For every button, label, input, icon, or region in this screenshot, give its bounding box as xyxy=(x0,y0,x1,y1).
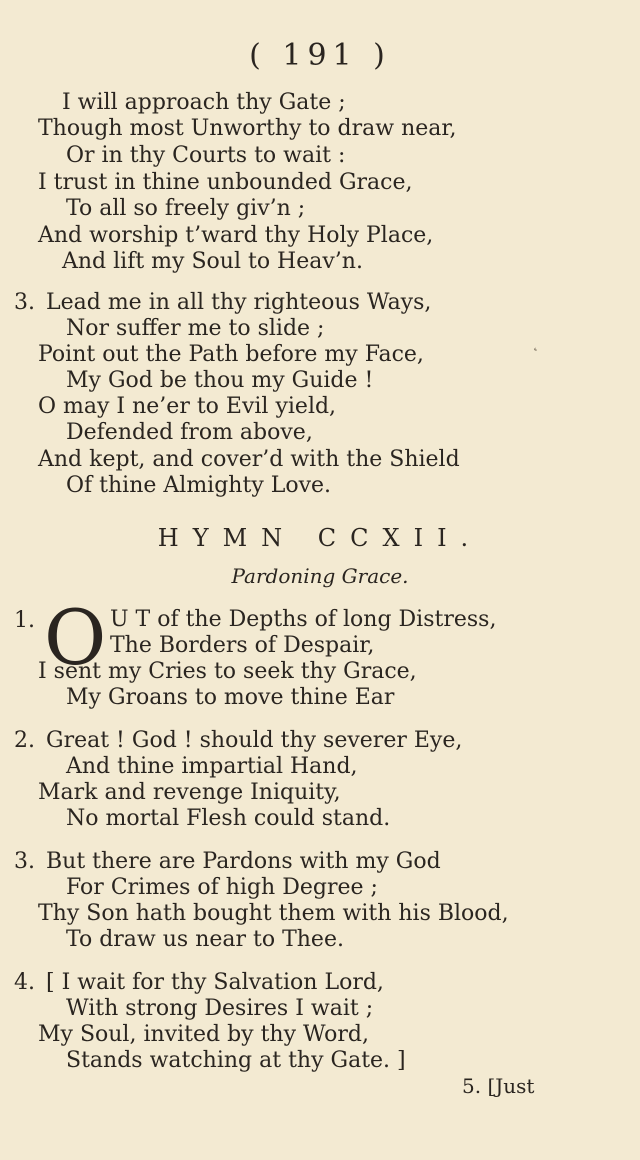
stanza-number: 2. xyxy=(14,728,35,753)
verse-line: But there are Pardons with my God xyxy=(46,849,441,874)
verse-line: With strong Desires I wait ; xyxy=(66,996,374,1021)
verse-line: And thine impartial Hand, xyxy=(66,754,358,779)
stanza-number: 3. xyxy=(14,290,35,315)
page-number: ( 191 ) xyxy=(249,38,391,73)
verse-line: Mark and revenge Iniquity, xyxy=(38,780,341,805)
ink-speck: ˛ xyxy=(532,336,539,352)
verse-line: My Groans to move thine Ear xyxy=(66,685,395,710)
verse-line: The Borders of Despair, xyxy=(110,633,375,658)
verse-line: I trust in thine unbounded Grace, xyxy=(38,170,413,195)
catchword: 5. [Just xyxy=(462,1074,535,1098)
verse-line: For Crimes of high Degree ; xyxy=(66,875,378,900)
verse-line: Great ! God ! should thy severer Eye, xyxy=(46,728,463,753)
verse-line: And worship t’ward thy Holy Place, xyxy=(38,223,434,248)
verse-line: My Soul, invited by thy Word, xyxy=(38,1022,369,1047)
verse-line: Nor suffer me to slide ; xyxy=(66,316,325,341)
verse-line: Of thine Almighty Love. xyxy=(66,473,332,498)
verse-line: No mortal Flesh could stand. xyxy=(66,806,391,831)
hymn-title: HYMN CCXII. xyxy=(157,524,483,552)
verse-line: [ I wait for thy Salvation Lord, xyxy=(46,970,384,995)
drop-cap: O xyxy=(44,593,107,682)
verse-line: Or in thy Courts to wait : xyxy=(66,143,346,168)
verse-line: My God be thou my Guide ! xyxy=(66,368,374,393)
stanza-number: 1. xyxy=(14,608,35,633)
verse-line: I will approach thy Gate ; xyxy=(62,90,346,115)
hymn-subtitle: Pardoning Grace. xyxy=(231,564,409,588)
stanza-number: 3. xyxy=(14,849,35,874)
verse-line: To all so freely giv’n ; xyxy=(66,196,306,221)
stanza-number: 4. xyxy=(14,970,35,995)
verse-line: Defended from above, xyxy=(66,420,313,445)
verse-line: And lift my Soul to Heav’n. xyxy=(62,249,363,274)
verse-line: U T of the Depths of long Distress, xyxy=(110,607,497,632)
verse-line: Though most Unworthy to draw near, xyxy=(38,116,457,141)
verse-line: Stands watching at thy Gate. ] xyxy=(66,1048,406,1073)
verse-line: Lead me in all thy righteous Ways, xyxy=(46,290,432,315)
verse-line: Point out the Path before my Face, xyxy=(38,342,424,367)
verse-line: To draw us near to Thee. xyxy=(66,927,344,952)
verse-line: Thy Son hath bought them with his Blood, xyxy=(38,901,509,926)
verse-line: O may I ne’er to Evil yield, xyxy=(38,394,337,419)
verse-line: I sent my Cries to seek thy Grace, xyxy=(38,659,417,684)
verse-line: And kept, and cover’d with the Shield xyxy=(38,447,460,472)
